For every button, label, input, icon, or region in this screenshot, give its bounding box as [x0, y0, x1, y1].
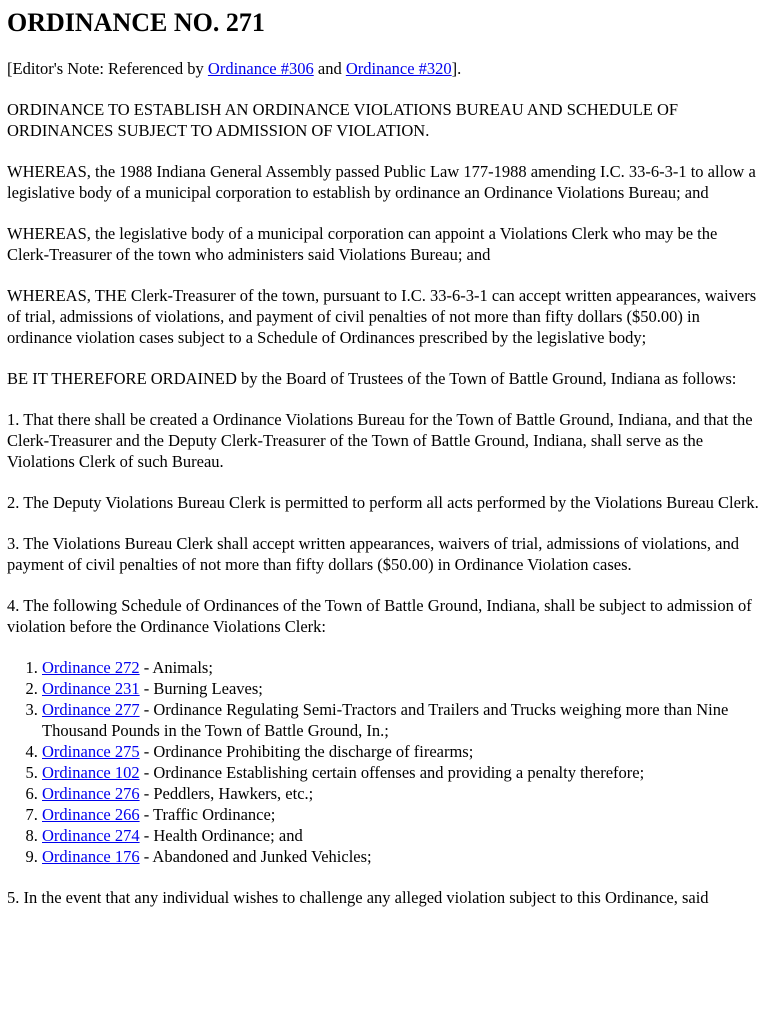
list-item — [42, 699, 763, 741]
ordinance-schedule-list — [7, 657, 763, 867]
editors-note — [7, 58, 763, 79]
list-item — [42, 762, 763, 783]
list-item — [42, 783, 763, 804]
document-page — [0, 8, 770, 908]
list-item — [42, 678, 763, 699]
page-title: ORDINANCE NO. 271 — [7, 8, 265, 37]
section-1-paragraph: 1. That there shall be created a Ordinance Violations Bureau for the Town of Battle Ground, Indiana, and that the Clerk-Treasurer and the Deputy Clerk-Treasurer of the Town of Battle Ground, Indiana, shall serve as the Violations Clerk of such Bureau. — [7, 410, 753, 471]
list-item-text: - Animals; — [139, 658, 213, 677]
ordinance-306-link[interactable]: Ordinance #306 — [207, 59, 314, 78]
section-5-paragraph: 5. In the event that any individual wishes to challenge any alleged violation subject to this Ordinance, said — [7, 888, 709, 907]
ordinance-176-link[interactable]: Ordinance 176 — [42, 847, 140, 866]
list-item-text: - Ordinance Regulating Semi-Tractors and Trailers and Trucks weighing more than Nine Thousand Pounds in the Town of Battle Ground, In.; — [42, 700, 729, 740]
ordinance-272-link[interactable]: Ordinance 272 — [42, 658, 140, 677]
ordinance-102-link[interactable]: Ordinance 102 — [42, 763, 140, 782]
section-4-paragraph: 4. The following Schedule of Ordinances of the Town of Battle Ground, Indiana, shall be subject to admission of violation before the Ordinance Violations Clerk: — [7, 596, 752, 636]
list-item — [42, 804, 763, 825]
list-item — [42, 846, 763, 867]
list-item — [42, 657, 763, 678]
ordinance-277-link[interactable]: Ordinance 277 — [42, 700, 140, 719]
list-item-text: - Ordinance Establishing certain offenses and providing a penalty therefore; — [139, 763, 645, 782]
ordinance-320-link[interactable]: Ordinance #320 — [345, 59, 452, 78]
list-item — [42, 825, 763, 846]
list-item-text: - Ordinance Prohibiting the discharge of firearms; — [139, 742, 474, 761]
list-item-text: - Burning Leaves; — [139, 679, 263, 698]
ordinance-231-link[interactable]: Ordinance 231 — [42, 679, 140, 698]
ordinance-heading: ORDINANCE TO ESTABLISH AN ORDINANCE VIOLATIONS BUREAU AND SCHEDULE OF ORDINANCES SUBJECT TO ADMISSION OF VIOLATION. — [7, 100, 679, 140]
ordinance-276-link[interactable]: Ordinance 276 — [42, 784, 140, 803]
list-item — [42, 741, 763, 762]
whereas-paragraph-3: WHEREAS, THE Clerk-Treasurer of the town, pursuant to I.C. 33-6-3-1 can accept written appearances, waivers of trial, admissions of violations, and payment of civil penalties of not more than fifty dollars ($50.00) in ordinance violation cases subject to a Schedule of Ordinances prescribed by the legislative body; — [7, 286, 757, 347]
ordained-paragraph: BE IT THEREFORE ORDAINED by the Board of Trustees of the Town of Battle Ground, Indiana as follows: — [7, 369, 737, 388]
editors-note-middle: and — [313, 59, 346, 78]
list-item-text: - Traffic Ordinance; — [139, 805, 276, 824]
ordinance-274-link[interactable]: Ordinance 274 — [42, 826, 140, 845]
section-2-paragraph: 2. The Deputy Violations Bureau Clerk is permitted to perform all acts performed by the Violations Bureau Clerk. — [7, 493, 759, 512]
section-3-paragraph: 3. The Violations Bureau Clerk shall accept written appearances, waivers of trial, admissions of violations, and payment of civil penalties of not more than fifty dollars ($50.00) in Ordinance Violation cases. — [7, 534, 739, 574]
editors-note-prefix: [Editor's Note: Referenced by — [7, 59, 208, 78]
ordinance-275-link[interactable]: Ordinance 275 — [42, 742, 140, 761]
list-item-text: - Abandoned and Junked Vehicles; — [139, 847, 372, 866]
editors-note-suffix: ]. — [451, 59, 462, 78]
ordinance-266-link[interactable]: Ordinance 266 — [42, 805, 140, 824]
whereas-paragraph-2: WHEREAS, the legislative body of a municipal corporation can appoint a Violations Clerk who may be the Clerk-Treasurer of the town who administers said Violations Bureau; and — [7, 224, 718, 264]
whereas-paragraph-1: WHEREAS, the 1988 Indiana General Assembly passed Public Law 177-1988 amending I.C. 33-6-3-1 to allow a legislative body of a municipal corporation to establish by ordinance an Ordinance Violations Bureau; and — [7, 162, 756, 202]
list-item-text: - Health Ordinance; and — [139, 826, 303, 845]
list-item-text: - Peddlers, Hawkers, etc.; — [139, 784, 314, 803]
